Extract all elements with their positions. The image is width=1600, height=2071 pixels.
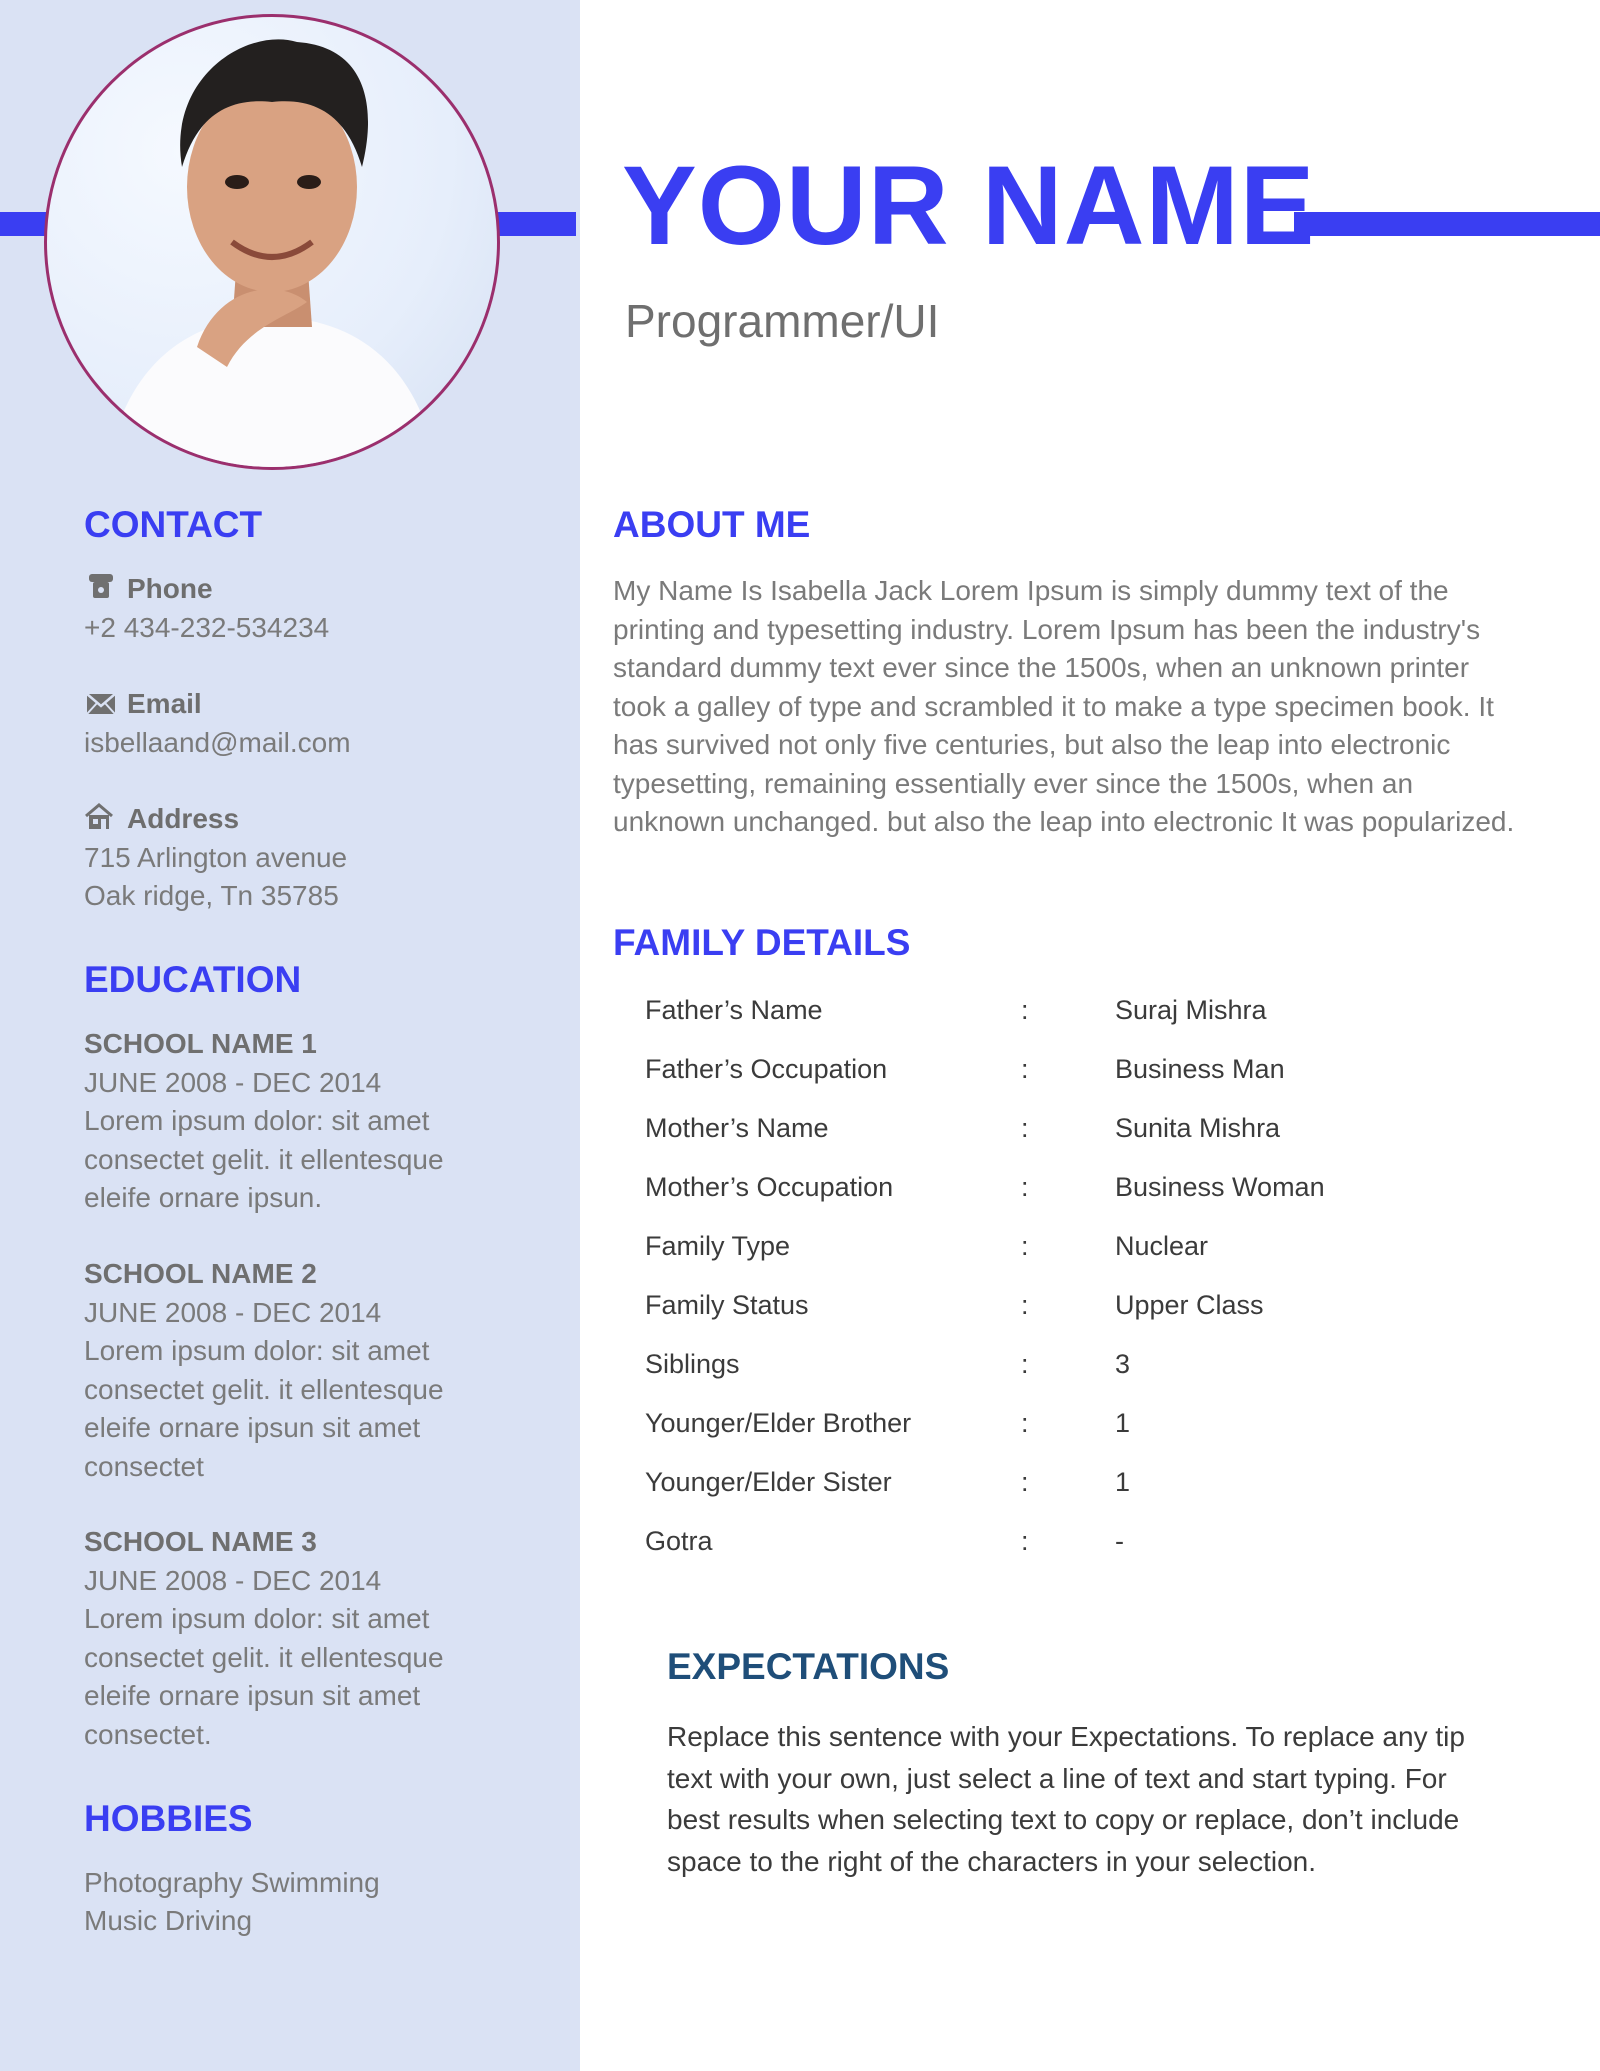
family-row-separator: : <box>1021 1231 1029 1261</box>
family-row-separator: : <box>1021 1054 1029 1084</box>
school-description: Lorem ipsum dolor: sit amet consectet gelit. it ellentesque eleife ornare ipsun. <box>84 1105 444 1213</box>
education-entry <box>84 1025 494 1218</box>
family-row-label: Mother’s Occupation <box>645 1172 894 1202</box>
address-icon <box>84 802 114 830</box>
expectations-heading: EXPECTATIONS <box>667 1646 950 1687</box>
hobbies-line-2: Music Driving <box>84 1905 253 1936</box>
family-row-label: Mother’s Name <box>645 1113 829 1143</box>
family-row-value: 1 <box>1115 1467 1131 1497</box>
education-entry <box>84 1523 494 1754</box>
family-row-value: Sunita Mishra <box>1115 1113 1281 1143</box>
accent-bar-right <box>1294 212 1600 236</box>
job-title: Programmer/UI <box>625 295 940 347</box>
accent-bar-left <box>0 212 50 236</box>
family-row-separator: : <box>1021 1467 1029 1497</box>
phone-label: Phone <box>127 573 213 604</box>
address-line-2: Oak ridge, Tn 35785 <box>84 880 339 911</box>
family-row-value: Business Man <box>1115 1054 1285 1084</box>
family-row-value: - <box>1115 1526 1124 1556</box>
family-row-label: Father’s Occupation <box>645 1054 888 1084</box>
family-row-value: Suraj Mishra <box>1115 995 1267 1025</box>
school-name: SCHOOL NAME 1 <box>84 1028 317 1059</box>
about-heading: ABOUT ME <box>613 504 811 545</box>
family-row-value: 3 <box>1115 1349 1131 1379</box>
family-row-separator: : <box>1021 1290 1029 1320</box>
school-dates: JUNE 2008 - DEC 2014 <box>84 1564 382 1596</box>
school-description: Lorem ipsum dolor: sit amet consectet gelit. it ellentesque eleife ornare ipsun sit amet consectet <box>84 1335 444 1482</box>
contact-heading: CONTACT <box>84 504 263 545</box>
family-row-separator: : <box>1021 1113 1029 1143</box>
family-row-separator: : <box>1021 1408 1029 1438</box>
family-row-label: Younger/Elder Sister <box>645 1467 892 1497</box>
family-row-separator: : <box>1021 1172 1029 1202</box>
family-heading: FAMILY DETAILS <box>613 922 911 963</box>
email-label: Email <box>127 688 202 719</box>
education-entry <box>84 1255 494 1486</box>
email-value: isbellaand@mail.com <box>84 727 351 758</box>
school-dates: JUNE 2008 - DEC 2014 <box>84 1066 382 1098</box>
family-row-separator: : <box>1021 1526 1029 1556</box>
family-row-label: Siblings <box>645 1349 740 1379</box>
address-label: Address <box>127 803 240 834</box>
accent-bar-middle <box>496 212 576 236</box>
family-row-label: Father’s Name <box>645 995 823 1025</box>
profile-photo <box>44 14 500 470</box>
family-row-value: Upper Class <box>1115 1290 1264 1320</box>
phone-icon <box>86 572 116 600</box>
family-row-separator: : <box>1021 995 1029 1025</box>
phone-value: +2 434-232-534234 <box>84 612 330 643</box>
hobbies-line-1: Photography Swimming <box>84 1867 380 1898</box>
hobbies-heading: HOBBIES <box>84 1798 253 1839</box>
family-row-label: Gotra <box>645 1526 713 1556</box>
school-description: Lorem ipsum dolor: sit amet consectet gelit. it ellentesque eleife ornare ipsun sit amet consectet. <box>84 1603 444 1750</box>
family-row-label: Younger/Elder Brother <box>645 1408 912 1438</box>
school-name: SCHOOL NAME 3 <box>84 1526 317 1557</box>
address-line-1: 715 Arlington avenue <box>84 842 348 873</box>
about-text: My Name Is Isabella Jack Lorem Ipsum is simply dummy text of the printing and typesetting industry. Lorem Ipsum has been the industry's standard dummy text ever since the 1500s, when an unknown printer took a galley of type and scrambled it to make a type specimen book. It has survived not only five centuries, but also the leap into electronic typesetting, remaining essentially ever since the 1500s, when an unknown unchanged. but also the leap into electronic It was popularized. <box>613 575 1515 837</box>
education-heading: EDUCATION <box>84 959 302 1000</box>
family-row-label: Family Type <box>645 1231 791 1261</box>
family-row-value: 1 <box>1115 1408 1131 1438</box>
profile-photo-illustration <box>47 17 497 467</box>
candidate-name: YOUR NAME <box>622 143 1316 268</box>
family-row-value: Business Woman <box>1115 1172 1325 1202</box>
family-row-separator: : <box>1021 1349 1029 1379</box>
expectations-text: Replace this sentence with your Expectations. To replace any tip text with your own, just select a line of text and start typing. For best results when selecting text to copy or replace, don’t include space to the right of the characters in your selection. <box>667 1721 1465 1877</box>
email-icon <box>86 690 116 718</box>
family-row-label: Family Status <box>645 1290 809 1320</box>
school-name: SCHOOL NAME 2 <box>84 1258 317 1289</box>
school-dates: JUNE 2008 - DEC 2014 <box>84 1296 382 1328</box>
family-row-value: Nuclear <box>1115 1231 1209 1261</box>
